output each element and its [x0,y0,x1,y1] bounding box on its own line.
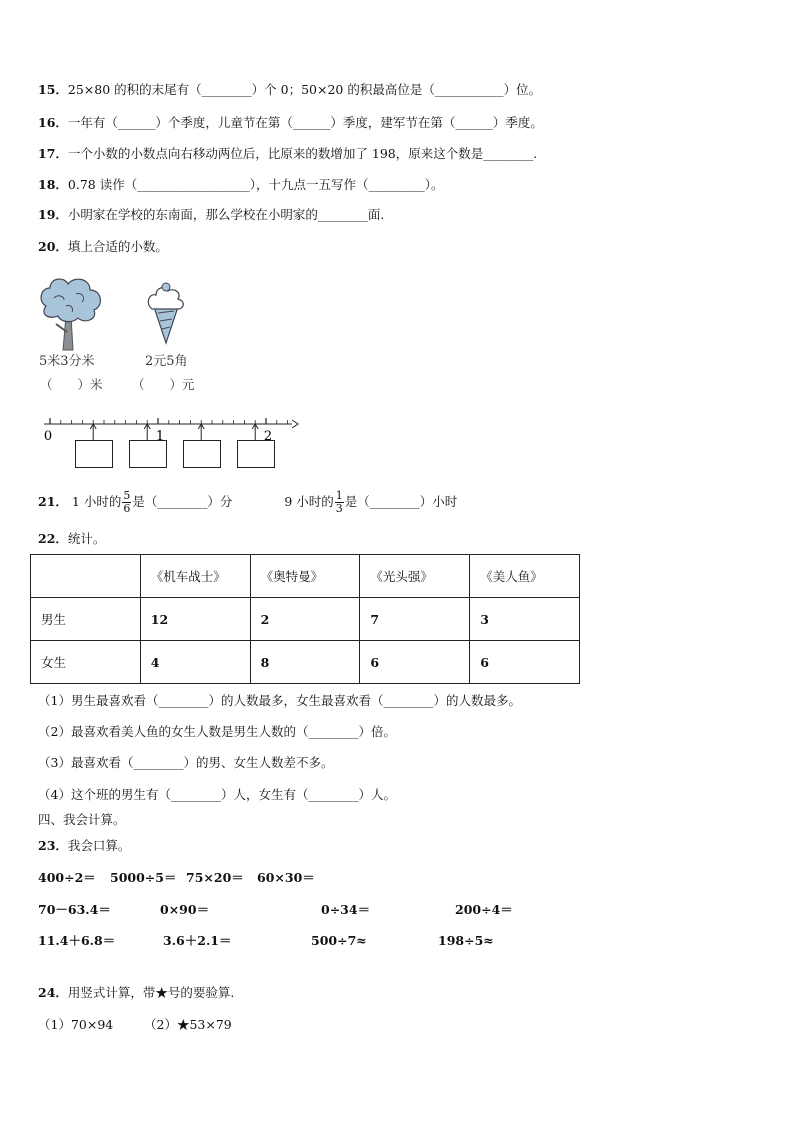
q22-sub2: （2）最喜欢看美人鱼的女生人数是男生人数的（________）倍。 [38,724,396,739]
answer-box[interactable] [183,440,221,468]
calc-item: 0×90＝ [160,902,210,917]
denominator: 3 [335,502,343,515]
question-19 [38,206,384,224]
table-cell: 12 [140,598,250,641]
answer-box[interactable] [129,440,167,468]
number-line-label: 2 [263,429,273,444]
calc-item: 70－63.4＝ [38,902,111,917]
question-text: 用竖式计算，带★号的要验算. [67,985,235,1000]
question-text: 填上合适的小数。 [67,239,168,254]
question-text: 一个小数的小数点向右移动两位后，比原来的数增加了 198，原来这个数是________. [67,146,538,161]
table-cell: 2 [250,598,360,641]
question-text: 小明家在学校的东南面，那么学校在小明家的________面. [67,207,385,222]
part1-suffix: 是（________）分 [132,494,233,509]
tree-icon [36,276,106,352]
table-header-cell [31,555,141,598]
fraction-five-sixths [122,490,131,515]
calc-item: 0÷34＝ [321,902,371,917]
question-text: 统计。 [67,531,106,546]
tree-label: 5米3分米 [39,354,95,369]
row-label: 女生 [31,641,141,684]
calc-item: 11.4＋6.8＝ [38,933,116,948]
denominator: 6 [123,502,131,515]
q22-sub4: （4）这个班的男生有（________）人，女生有（________）人。 [38,787,396,802]
number-line-label: 1 [155,429,165,444]
question-18 [38,176,443,194]
calc-item: 75×20＝ [186,870,244,885]
table-cell: 4 [140,641,250,684]
question-16 [38,114,543,132]
calc-item: 60×30＝ [257,870,315,885]
question-text: 25×80 的积的末尾有（________）个 0；50×20 的积最高位是（___________）位。 [67,82,542,97]
question-number: 18． [38,177,68,192]
question-22 [38,530,105,548]
table-cell: 3 [470,598,580,641]
question-17 [38,145,537,163]
q22-sub1: （1）男生最喜欢看（________）的人数最多，女生最喜欢看（________）的人数最多。 [38,693,521,708]
question-number: 24． [38,985,68,1000]
calc-item: 198÷5≈ [438,933,494,948]
tree-answer-blank: （ ）米 [40,377,103,392]
calc-item: 5000÷5＝ [110,870,177,885]
question-number: 19． [38,207,68,222]
table-cell: 8 [250,641,360,684]
table-row [31,641,580,684]
question-number: 22． [38,531,68,546]
question-number: 23． [38,838,68,853]
calc-item: 400÷2＝ [38,870,96,885]
question-15 [38,81,541,99]
fraction-one-third [335,490,344,515]
table-header-row [31,555,580,598]
question-number: 17． [38,146,68,161]
q24-part1: （1）70×94 [38,1017,114,1032]
statistics-table [30,554,580,684]
part2-prefix: 9 小时的 [284,494,334,509]
answer-box[interactable] [75,440,113,468]
table-cell: 7 [360,598,470,641]
row-label: 男生 [31,598,141,641]
q22-sub3: （3）最喜欢看（________）的男、女生人数差不多。 [38,755,334,770]
calc-item: 3.6＋2.1＝ [163,933,232,948]
q24-part2: （2）★53×79 [144,1017,232,1032]
section-heading: 四、我会计算。 [38,812,126,827]
number-line-label: 0 [43,429,53,444]
table-cell: 6 [470,641,580,684]
number-line-arrowhead [292,420,298,428]
table-cell: 6 [360,641,470,684]
question-text: 我会口算。 [67,838,131,853]
number-line [40,410,300,444]
question-20 [38,238,168,256]
question-number: 16． [38,115,68,130]
question-number: 20． [38,239,68,254]
table-header-cell: 《奥特曼》 [250,555,360,598]
question-text: 一年有（______）个季度，儿童节在第（______）季度，建军节在第（______）季度。 [67,115,543,130]
answer-box[interactable] [237,440,275,468]
numerator: 1 [335,489,343,502]
question-text: 0.78 读作（__________________），十九点一五写作（_________）。 [67,177,444,192]
part2-suffix: 是（________）小时 [344,494,458,509]
numerator: 5 [123,489,131,502]
calc-item: 200÷4＝ [455,902,513,917]
question-24 [38,984,234,1002]
table-row [31,598,580,641]
ice-cream-answer-blank: （ ）元 [132,377,195,392]
table-header-cell: 《机车战士》 [140,555,250,598]
question-number: 21． [38,494,68,509]
question-23 [38,837,130,855]
calc-item: 500÷7≈ [311,933,367,948]
part1-prefix: 1 小时的 [71,494,122,509]
table-header-cell: 《美人鱼》 [470,555,580,598]
ice-cream-label: 2元5角 [145,354,188,369]
ice-cream-icon [144,281,188,345]
question-21 [38,488,457,516]
table-header-cell: 《光头强》 [360,555,470,598]
question-number: 15． [38,82,68,97]
